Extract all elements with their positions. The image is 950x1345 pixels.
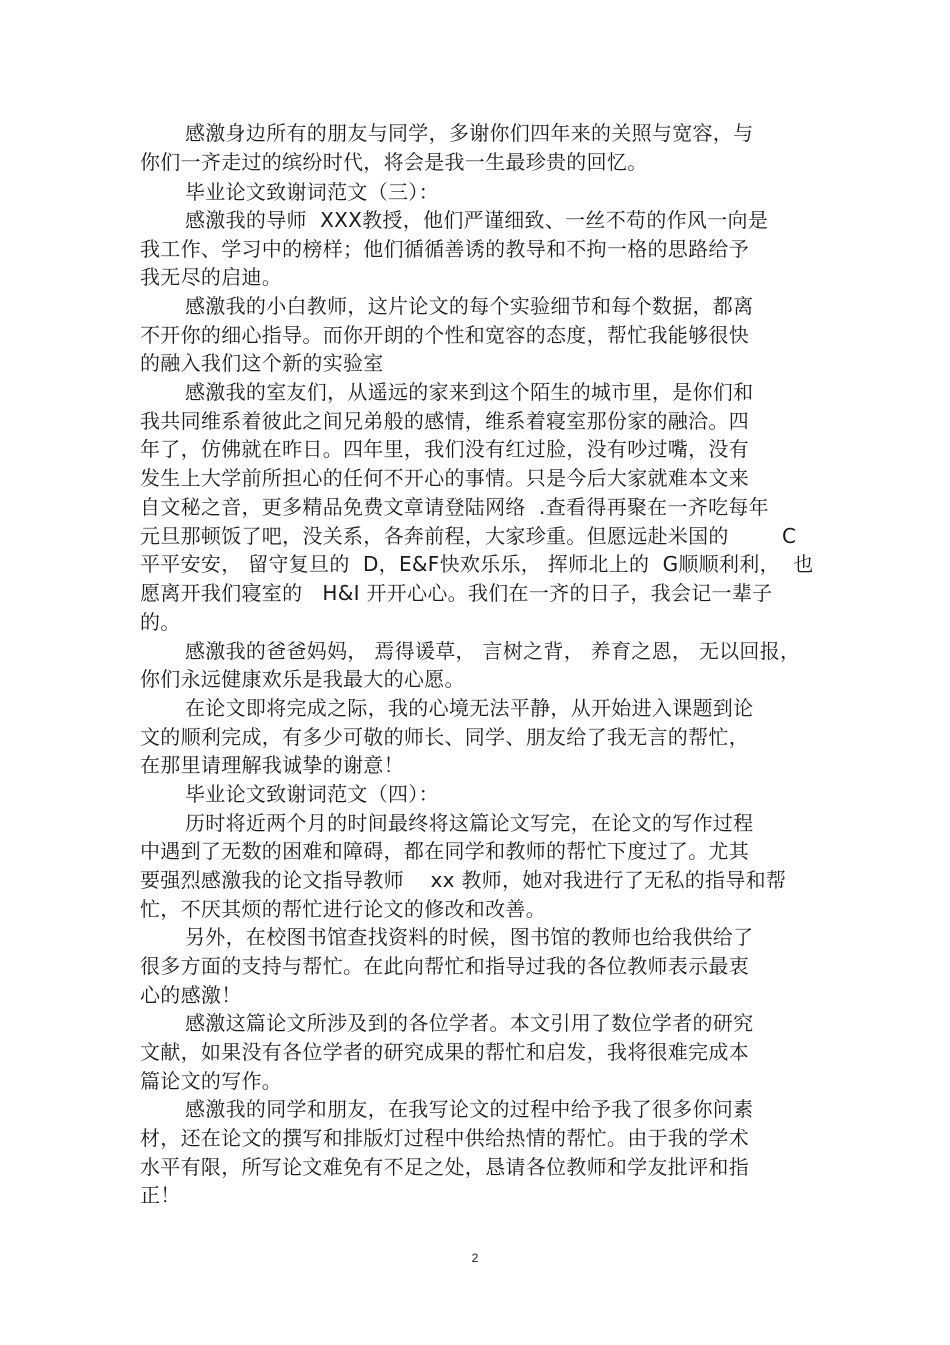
text-line: 感激这篇论文所涉及到的各位学者。本文引用了数位学者的研究 <box>185 1011 754 1035</box>
text-line: 感激我的小白教师，这片论文的每个实验细节和每个数据，都离 <box>185 294 754 318</box>
text-line: 年了，仿佛就在昨日。四年里，我们没有红过脸，没有吵过嘴，没有 <box>140 437 749 461</box>
text-line: 愿离开我们寝室的 H&I 开开心心。我们在一齐的日子，我会记一辈子 <box>140 581 773 605</box>
text-line: 元旦那顿饭了吧，没关系，各奔前程，大家珍重。但愿远赴米国的 C <box>140 524 797 548</box>
section-heading: 毕业论文致谢词范文（三）： <box>185 180 439 204</box>
text-line: 感激我的同学和朋友，在我写论文的过程中给予我了很多你问素 <box>185 1097 754 1121</box>
text-line: 不开你的细心指导。而你开朗的个性和宽容的态度，帮忙我能够很快 <box>140 323 749 347</box>
text-line: 文献，如果没有各位学者的研究成果的帮忙和启发，我将很难完成本 <box>140 1040 749 1064</box>
text-line: 感激我的爸爸妈妈， 焉得谖草， 言树之背， 养育之恩， 无以回报， <box>185 639 801 663</box>
text-line: 你们一齐走过的缤纷时代，将会是我一生最珍贵的回忆。 <box>140 150 648 174</box>
section-heading: 毕业论文致谢词范文（四）： <box>185 782 439 806</box>
text-line: 感激身边所有的朋友与同学，多谢你们四年来的关照与宽容，与 <box>185 121 754 145</box>
text-line: 感激我的室友们，从遥远的家来到这个陌生的城市里，是你们和 <box>185 380 754 404</box>
text-line: 自文秘之音，更多精品免费文章请登陆网络 .查看得再聚在一齐吃每年 <box>140 495 769 519</box>
page-number: 2 <box>471 1251 479 1265</box>
text-line: 很多方面的支持与帮忙。在此向帮忙和指导过我的各位教师表示最衷 <box>140 954 749 978</box>
text-line: 在论文即将完成之际，我的心境无法平静，从开始进入课题到论 <box>185 696 754 720</box>
text-line: 我工作、学习中的榜样；他们循循善诱的教导和不拘一格的思路给予 <box>140 237 749 261</box>
text-line: 心的感激！ <box>140 983 242 1007</box>
text-line: 我共同维系着彼此之间兄弟般的感情，维系着寝室那份家的融洽。四 <box>140 409 749 433</box>
text-line: 另外，在校图书馆查找资料的时候，图书馆的教师也给我供给了 <box>185 925 754 949</box>
text-line: 感激我的导师 XXX教授，他们严谨细致、一丝不苟的作风一向是 <box>185 208 769 232</box>
text-line: 的。 <box>140 610 181 634</box>
text-line: 正！ <box>140 1183 181 1207</box>
text-line: 我无尽的启迪。 <box>140 265 283 289</box>
text-line: 历时将近两个月的时间最终将这篇论文写完，在论文的写作过程 <box>185 811 754 835</box>
text-line: 你们永远健康欢乐是我最大的心愿。 <box>140 667 465 691</box>
text-line: 的融入我们这个新的实验室 <box>140 351 384 375</box>
text-line: 中遇到了无数的困难和障碍，都在同学和教师的帮忙下度过了。尤其 <box>140 839 749 863</box>
text-line: 文的顺利完成，有多少可敬的师长、同学、朋友给了我无言的帮忙， <box>140 725 749 749</box>
text-line: 发生上大学前所担心的任何不开心的事情。只是今后大家就难本文来 <box>140 466 749 490</box>
text-line: 在那里请理解我诚挚的谢意！ <box>140 753 404 777</box>
text-line: 水平有限，所写论文难免有不足之处，恳请各位教师和学友批评和指 <box>140 1155 749 1179</box>
text-line: 篇论文的写作。 <box>140 1069 283 1093</box>
text-line: 平平安安， 留守复旦的 D，E&F快欢乐乐， 挥师北上的 G顺顺利利， 也 <box>140 552 814 576</box>
text-line: 要强烈感激我的论文指导教师 xx 教师，她对我进行了无私的指导和帮 <box>140 868 787 892</box>
text-line: 材，还在论文的撰写和排版灯过程中供给热情的帮忙。由于我的学术 <box>140 1126 749 1150</box>
text-line: 忙，不厌其烦的帮忙进行论文的修改和改善。 <box>140 897 546 921</box>
